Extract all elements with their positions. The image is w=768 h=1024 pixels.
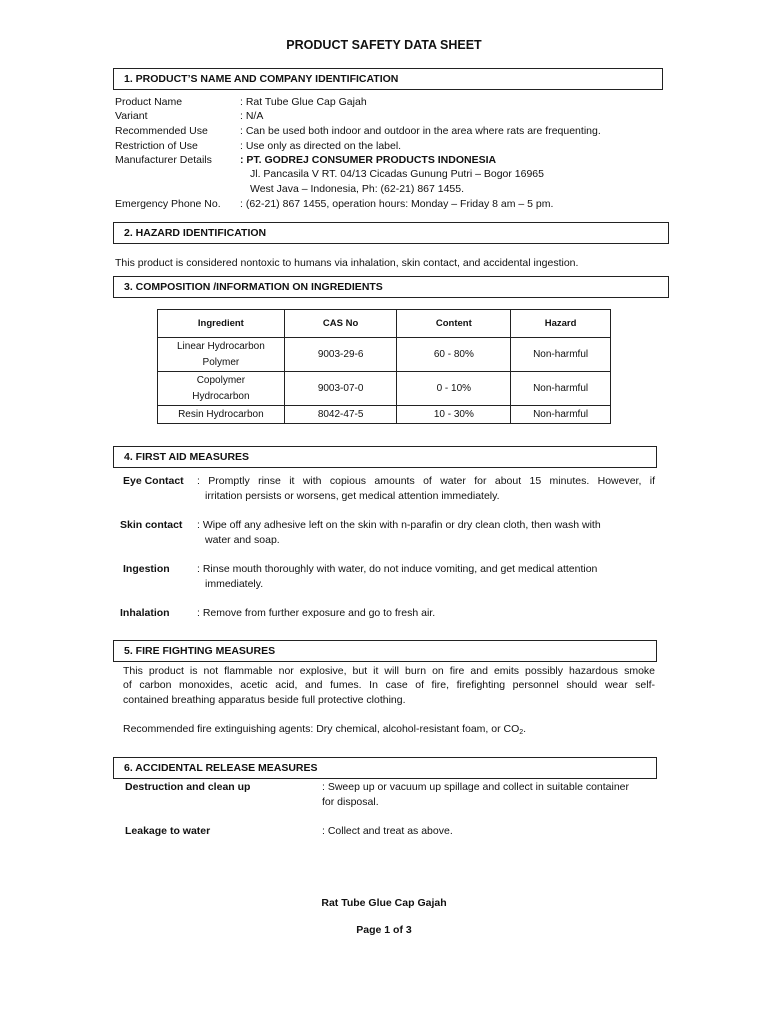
table-header-row (158, 310, 611, 338)
field-label: Emergency Phone No. (115, 198, 221, 210)
column-header: CAS No (284, 310, 397, 338)
field-value: : N/A (240, 110, 264, 122)
content-cell: 60 - 80% (397, 338, 511, 372)
column-header: Ingredient (158, 310, 285, 338)
first-aid-text: : Rinse mouth thoroughly with water, do not induce vomiting, and get medical attention (197, 563, 598, 575)
field-value: : Rat Tube Glue Cap Gajah (240, 96, 367, 108)
first-aid-text-cont: water and soap. (205, 534, 280, 546)
section-2-heading: 2. HAZARD IDENTIFICATION (113, 222, 669, 244)
first-aid-text-cont: immediately. (205, 578, 264, 590)
document-title: PRODUCT SAFETY DATA SHEET (286, 38, 482, 52)
footer-product-name: Rat Tube Glue Cap Gajah (321, 897, 447, 909)
page-number: Page 1 of 3 (356, 924, 412, 936)
table-row (158, 406, 611, 424)
ingredient-cell: Resin Hydrocarbon (158, 406, 285, 424)
first-aid-text: : Remove from further exposure and go to fresh air. (197, 607, 436, 619)
release-label: Leakage to water (125, 825, 211, 837)
first-aid-text: : Wipe off any adhesive left on the skin with n-parafin or dry clean cloth, then wash with (197, 519, 601, 531)
fire-text: of carbon monoxides, acetic acid, and fumes. In case of fire, firefighting personnel should wear self- (123, 679, 655, 691)
release-text-cont: for disposal. (322, 796, 379, 808)
column-header: Hazard (511, 310, 611, 338)
ingredients-table (157, 309, 611, 424)
hazard-cell: Non-harmful (511, 338, 611, 372)
ingredient-cell: Copolymer Hydrocarbon (158, 372, 285, 406)
release-text: : Collect and treat as above. (322, 825, 453, 837)
section-6-heading: 6. ACCIDENTAL RELEASE MEASURES (113, 757, 657, 779)
ingredient-cell: Linear Hydrocarbon Polymer (158, 338, 285, 372)
manufacturer-name: : PT. GODREJ CONSUMER PRODUCTS INDONESIA (240, 154, 497, 166)
extinguishing-agents: Recommended fire extinguishing agents: Dry chemical, alcohol-resistant foam, or $CO_2$. (123, 723, 527, 736)
content-cell: 0 - 10% (397, 372, 511, 406)
release-label: Destruction and clean up (125, 781, 251, 793)
first-aid-label: Skin contact (120, 519, 183, 531)
field-value: : Can be used both indoor and outdoor in the area where rats are frequenting. (240, 125, 601, 137)
section-3-heading: 3. COMPOSITION /INFORMATION ON INGREDIENTS (113, 276, 669, 298)
section-5-heading: 5. FIRE FIGHTING MEASURES (113, 640, 657, 662)
cas-cell: 9003-29-6 (284, 338, 397, 372)
field-value: : Use only as directed on the label. (240, 140, 402, 152)
field-label: Variant (115, 110, 148, 122)
table-row (158, 372, 611, 406)
first-aid-label: Inhalation (120, 607, 170, 619)
first-aid-text-cont: irritation persists or worsens, get medical attention immediately. (205, 490, 500, 502)
field-label: Restriction of Use (115, 140, 198, 152)
section-1-heading: 1. PRODUCT’S NAME AND COMPANY IDENTIFICATION (113, 68, 663, 90)
cas-cell: 8042-47-5 (284, 406, 397, 424)
manufacturer-address-2: West Java – Indonesia, Ph: (62-21) 867 1455. (250, 183, 465, 195)
manufacturer-address-1: Jl. Pancasila V RT. 04/13 Cicadas Gunung Putri – Bogor 16965 (250, 168, 544, 180)
cas-cell: 9003-07-0 (284, 372, 397, 406)
first-aid-label: Ingestion (123, 563, 170, 575)
hazard-cell: Non-harmful (511, 406, 611, 424)
hazard-text: This product is considered nontoxic to humans via inhalation, skin contact, and accidental ingestion. (115, 257, 579, 269)
section-4-heading: 4. FIRST AID MEASURES (113, 446, 657, 468)
fire-text: contained breathing apparatus beside full protective clothing. (123, 694, 406, 706)
hazard-cell: Non-harmful (511, 372, 611, 406)
content-cell: 10 - 30% (397, 406, 511, 424)
release-text: : Sweep up or vacuum up spillage and collect in suitable container (322, 781, 630, 793)
first-aid-label: Eye Contact (123, 475, 184, 487)
field-value: : (62-21) 867 1455, operation hours: Monday – Friday 8 am – 5 pm. (240, 198, 554, 210)
field-label: Recommended Use (115, 125, 208, 137)
column-header: Content (397, 310, 511, 338)
field-label: Product Name (115, 96, 183, 108)
field-label: Manufacturer Details (115, 154, 212, 166)
table-row (158, 338, 611, 372)
first-aid-text: : Promptly rinse it with copious amounts of water for about 15 minutes. However, if (197, 475, 655, 487)
fire-text: This product is not flammable nor explosive, but it will burn on fire and emits possibly hazardous smoke (123, 665, 655, 677)
